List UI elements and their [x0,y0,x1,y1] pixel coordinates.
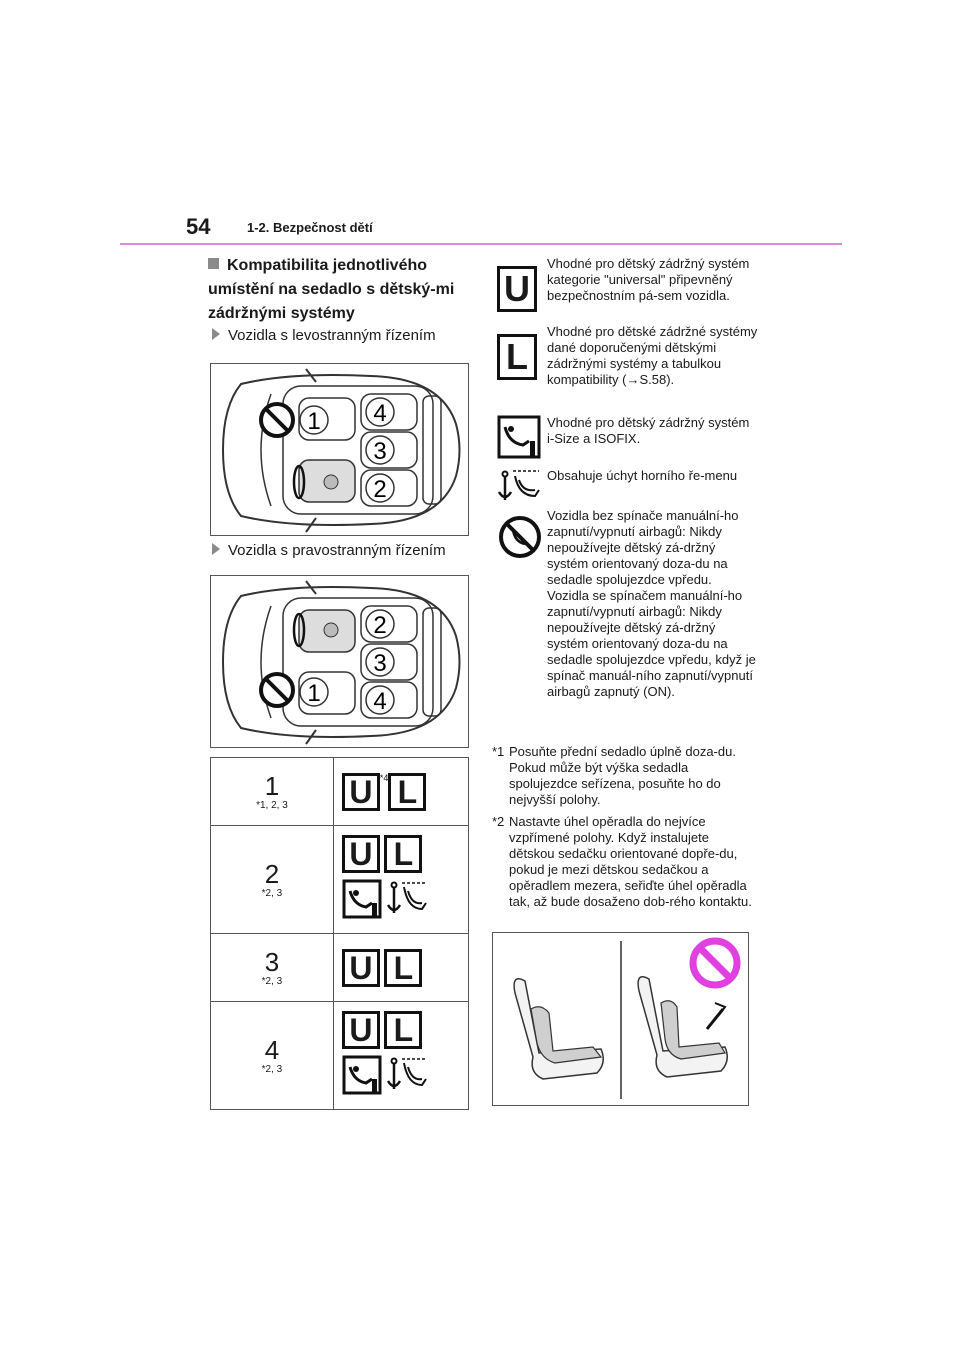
correct-seat-drawing [514,979,603,1079]
prohibit-icon [497,514,543,564]
seat-number-1: 1 [307,408,321,435]
seat-number-3: 3 [373,438,387,465]
prohibit-icon [261,674,293,706]
footnote-label: *2 [492,814,505,829]
legend-isize: Vhodné pro dětský zádržný systém i-Size a ISOFIX. [494,415,756,459]
chapter-title: 1-2. Bezpečnost dětí [247,220,373,235]
universal-u-icon: U [342,835,380,873]
seat-number-2: 2 [373,476,387,503]
car-top-view-lhd [211,364,468,535]
square-bullet-icon [208,258,219,269]
table-row [211,934,469,1002]
legend-universal: U Vhodné pro dětský zádržný systém kategorie "universal" připevněný bezpečnostním pá-sem vozidla. [494,256,756,322]
car-top-view-rhd [211,576,468,747]
seat-position-number: 4 [264,1035,280,1065]
footnote-2: *2 Nastavte úhel opěradla do nejvíce vzpřímené polohy. Když instalujete dětskou sedačku orientované dopře-du, pokud je mezi dětskou sedačkou a opěradlem mezera, seřiďte úhel opěradla tak, až bude dosaženo dob-rého kontaktu. [492,814,752,909]
car-diagram-right-drive [210,575,469,748]
page-number: 54 [186,214,211,239]
seat-illustration-svg [493,933,748,1105]
anchor-tether-icon [386,879,430,924]
isize-icon [497,415,541,463]
prohibit-icon [693,941,737,985]
seat-position-number: 1 [264,771,280,801]
prohibit-icon [261,404,293,436]
anchor-tether-icon [386,1055,430,1100]
subheading-left-drive: Vozidla s levostranným řízením [212,327,436,344]
seat-number-4: 4 [373,688,387,715]
table-row [211,826,469,934]
footnote-1: *1 Posuňte přední sedadlo úplně doza-du. Pokud může být výška sedadla spolujezdce seřízena, posuňte ho do nejvyšší polohy. [492,744,736,807]
universal-u-icon: U [497,266,537,312]
table-row [211,758,469,826]
incorrect-seat-drawing [638,977,727,1077]
isize-icon [342,879,382,924]
legend-prohibited-rear-facing: Vozidla bez spínače manuální-ho zapnutí/vypnutí airbagů: Nikdy nepoužívejte dětský zá-držný systém orientovaný doza-du na sedadle spolujezdce vpředu. Vozidla se spínačem manuální-ho zapnutí/vypnutí airbagů: Nikdy nepoužívejte dětský zá-držný systém orientovaný doza-du na sedadle spolujezdce vpředu, když je spínač manuál-ního zapnutí/vypnutí airbagů zapnutý (ON). [494,508,756,736]
universal-u-icon: U [342,1011,380,1049]
table-row [211,1002,469,1110]
semi-universal-l-icon: L [384,1011,422,1049]
car-diagram-left-drive [210,363,469,536]
semi-universal-l-icon: L [497,334,537,380]
seat-angle-illustration [492,932,749,1106]
semi-universal-l-icon: L [384,949,422,987]
header-rule [120,243,842,245]
footnote-reference: *2, 3 [261,888,283,899]
isize-icon [342,1055,382,1100]
footnote-reference: *2, 3 [261,1064,283,1075]
seat-position-number: 2 [264,859,280,889]
seat-number-2: 2 [373,612,387,639]
footnote-marker: *4 [379,772,389,783]
anchor-tether-icon [497,468,543,508]
legend-top-tether: Obsahuje úchyt horního ře-menu [494,468,756,504]
footnote-label: *1 [492,744,505,759]
triangle-bullet-icon [212,543,220,555]
universal-u-icon: U [342,773,380,811]
seat-number-4: 4 [373,400,387,427]
universal-u-icon: U [342,949,380,987]
footnote-reference: *1, 2, 3 [256,800,288,811]
section-title: Kompatibilita jednotlivého umístění na sedadlo s dětský-mi zádržnými systémy [208,257,455,322]
seat-number-3: 3 [373,650,387,677]
footnote-reference: *2, 3 [261,976,283,987]
seat-position-number: 3 [264,947,280,977]
legend-semi-universal: L Vhodné pro dětské zádržné systémy dané doporučenými dětskými zádržnými systémy a tabulkou kompatibility (→S.58). [494,324,756,404]
semi-universal-l-icon: L [384,835,422,873]
seat-number-1: 1 [307,680,321,707]
semi-universal-l-icon: L [388,773,426,811]
compatibility-table [210,757,469,1110]
subheading-right-drive: Vozidla s pravostranným řízením [212,542,446,559]
triangle-bullet-icon [212,328,220,340]
